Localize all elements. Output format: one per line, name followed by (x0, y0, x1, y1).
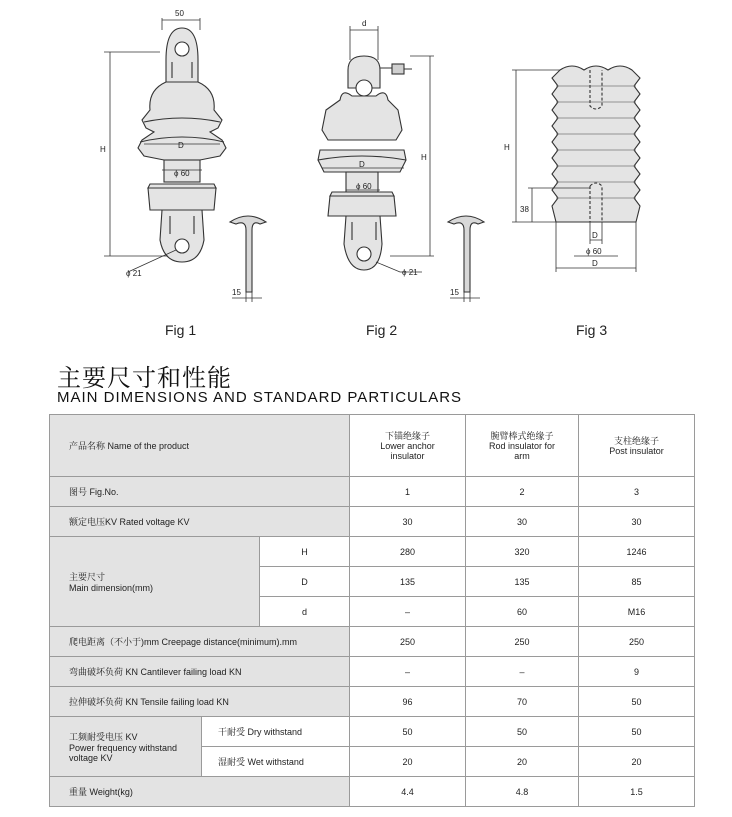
table-row (50, 777, 695, 807)
main-dim-cn: 主要尺寸 (69, 572, 106, 582)
fig1-label: Fig 1 (165, 322, 197, 338)
fig1-profile (230, 216, 266, 292)
cell: 85 (579, 567, 695, 597)
row-label: 爬电距离（不小于)mm Creepage distance(minimum).mm (50, 627, 350, 657)
col-post-insulator-header (579, 415, 695, 477)
col-lower-anchor-header (350, 415, 466, 477)
sub-label-dry: 干耐受 Dry withstand (202, 717, 350, 747)
col3-line1: 支柱绝缘子 (614, 435, 660, 446)
pf-voltage-label (50, 717, 202, 777)
heading-english: MAIN DIMENSIONS AND STANDARD PARTICULARS (57, 389, 463, 406)
col1-line1: 下锚绝缘子 (385, 430, 431, 441)
main-dimension-label (50, 537, 260, 627)
fig3-label: Fig 3 (576, 322, 608, 338)
cell: 4.4 (350, 777, 466, 807)
table-header-row (50, 415, 695, 477)
cell: 4.8 (466, 777, 579, 807)
fig3-dim-38: 38 (520, 205, 529, 214)
cell: M16 (579, 597, 695, 627)
row-label: 弯曲破坏负荷 KN Cantilever failing load KN (50, 657, 350, 687)
figures-drawing (0, 0, 732, 345)
pf-voltage-en2: voltage KV (69, 753, 113, 763)
fig2-drawing (318, 56, 412, 270)
col3-line2: Post insulator (609, 445, 664, 456)
product-name-header: 产品名称 Name of the product (50, 415, 350, 477)
table-row (50, 477, 695, 507)
cell: 50 (579, 717, 695, 747)
row-label: 额定电压KV Rated voltage KV (50, 507, 350, 537)
cell: – (466, 657, 579, 687)
fig3-dim-d-small: D (592, 231, 598, 240)
cell: 20 (350, 747, 466, 777)
cell: 50 (350, 717, 466, 747)
fig2-dim-15: 15 (450, 288, 459, 297)
cell: 30 (466, 507, 579, 537)
main-dim-en: Main dimension(mm) (69, 583, 154, 593)
table-row (50, 627, 695, 657)
fig2-dim-d: D (359, 160, 365, 169)
cell: – (350, 657, 466, 687)
fig1-dim-d: D (178, 141, 184, 150)
spec-table (49, 414, 695, 807)
fig2-profile (448, 216, 484, 292)
cell: 1.5 (579, 777, 695, 807)
fig1-dim-h: H (100, 145, 106, 154)
fig3-dim-d: D (592, 259, 598, 268)
fig2-dim-phi60: ϕ 60 (356, 182, 372, 191)
table-row (50, 687, 695, 717)
fig3-dim-phi60: ϕ 60 (586, 247, 602, 256)
cell: 20 (466, 747, 579, 777)
cell: 70 (466, 687, 579, 717)
col2-line2: Rod insulator for (489, 440, 556, 451)
cell: 50 (466, 717, 579, 747)
fig2-label: Fig 2 (366, 322, 398, 338)
col-rod-insulator-header (466, 415, 579, 477)
cell: – (350, 597, 466, 627)
fig2-dim-phi21: ϕ 21 (402, 268, 418, 277)
fig1-dim-phi60: ϕ 60 (174, 169, 190, 178)
cell: 135 (466, 567, 579, 597)
fig2-dim-d-small: d (362, 19, 367, 28)
sub-label-d-small: d (260, 597, 350, 627)
row-label: 重量 Weight(kg) (50, 777, 350, 807)
fig1-dim-15: 15 (232, 288, 241, 297)
cell: 280 (350, 537, 466, 567)
sub-label-d: D (260, 567, 350, 597)
col1-line2: Lower anchor (380, 440, 435, 451)
cell: 135 (350, 567, 466, 597)
heading-chinese: 主要尺寸和性能 (57, 365, 232, 392)
fig1-dim-phi21: ϕ 21 (126, 269, 142, 278)
cell: 30 (350, 507, 466, 537)
fig3-drawing (552, 66, 640, 222)
col2-line3: arm (514, 450, 530, 461)
row-label: 图号 Fig.No. (50, 477, 350, 507)
cell: 250 (350, 627, 466, 657)
table-row (50, 507, 695, 537)
cell: 30 (579, 507, 695, 537)
cell: 1246 (579, 537, 695, 567)
col2-line1: 腕臂棒式绝缘子 (490, 430, 554, 441)
cell: 60 (466, 597, 579, 627)
pf-voltage-en1: Power frequency withstand (69, 743, 178, 753)
row-label: 拉伸破坏负荷 KN Tensile failing load KN (50, 687, 350, 717)
table-row (50, 717, 695, 747)
cell: 2 (466, 477, 579, 507)
cell: 250 (579, 627, 695, 657)
sub-label-h: H (260, 537, 350, 567)
cell: 9 (579, 657, 695, 687)
fig3-dim-h: H (504, 143, 510, 152)
cell: 96 (350, 687, 466, 717)
col1-line3: insulator (390, 450, 425, 461)
cell: 20 (579, 747, 695, 777)
table-row (50, 657, 695, 687)
fig1-dim-50: 50 (175, 9, 184, 18)
pf-voltage-cn: 工频耐受电压 KV (69, 732, 138, 742)
table-row (50, 537, 695, 567)
fig2-dim-h: H (421, 153, 427, 162)
cell: 320 (466, 537, 579, 567)
cell: 3 (579, 477, 695, 507)
sub-label-wet: 湿耐受 Wet withstand (202, 747, 350, 777)
cell: 50 (579, 687, 695, 717)
cell: 1 (350, 477, 466, 507)
cell: 250 (466, 627, 579, 657)
